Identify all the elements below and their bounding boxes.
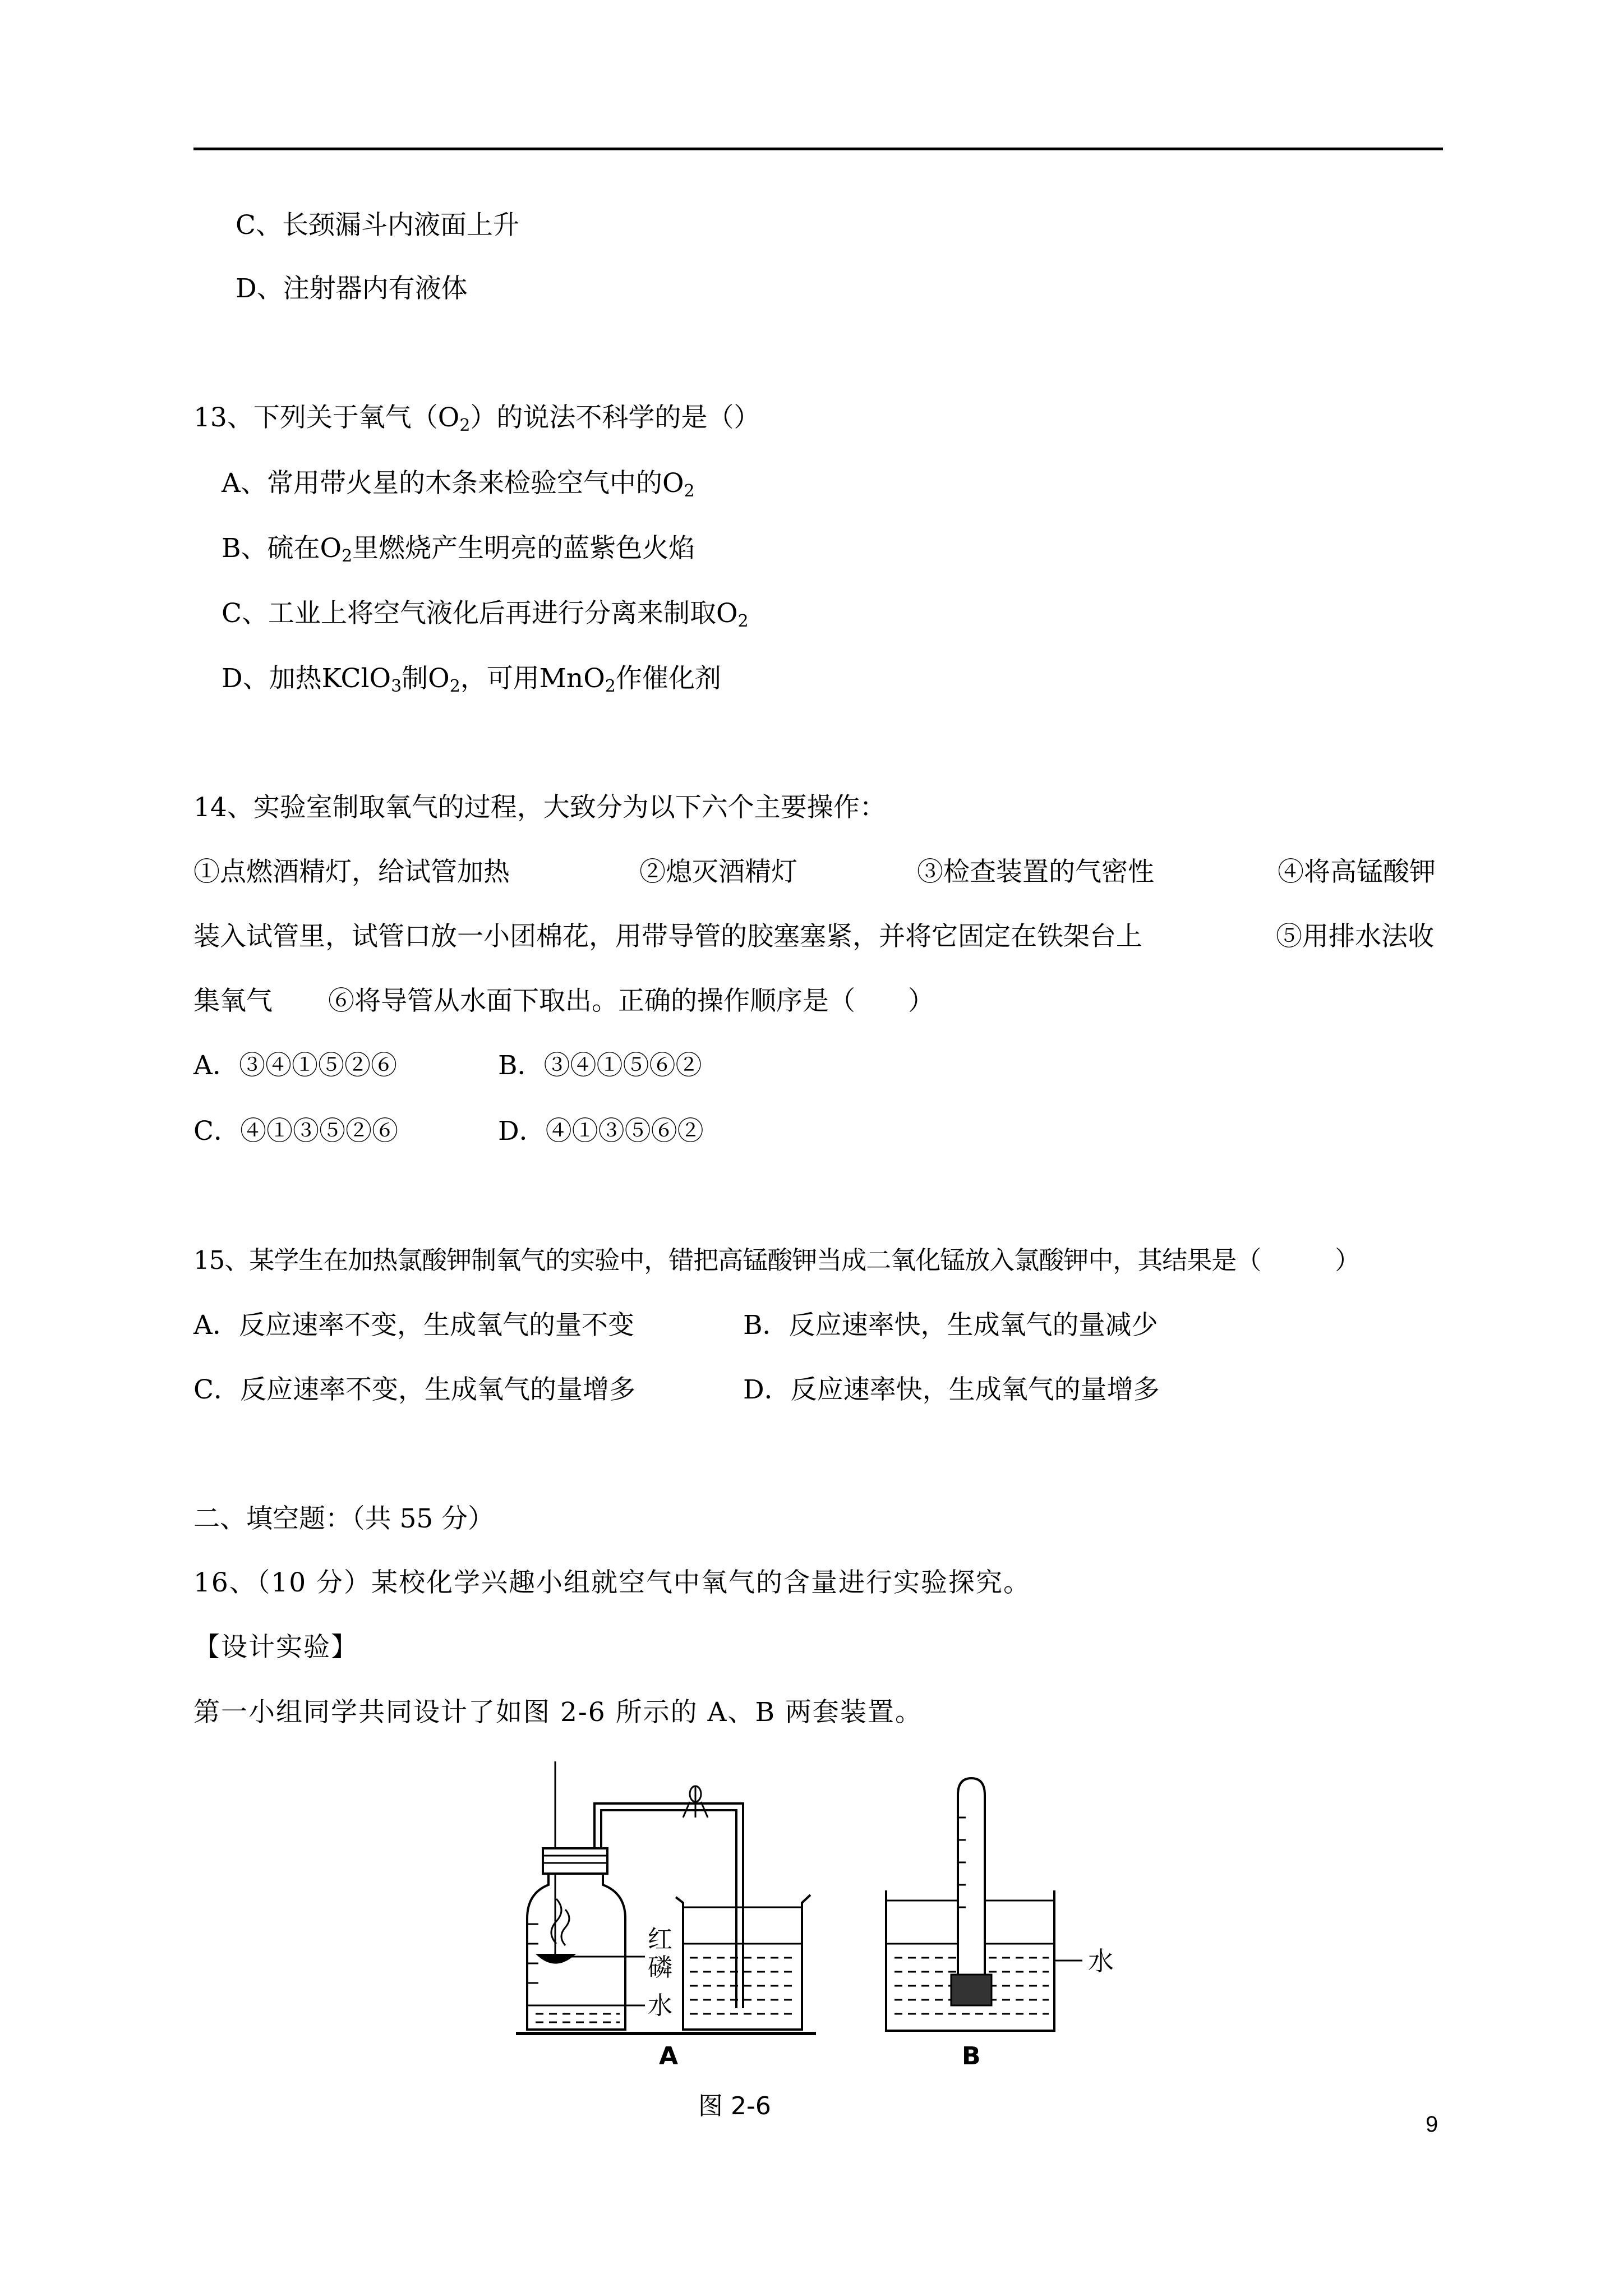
q15-option-a: A．反应速率不变，生成氧气的量不变 xyxy=(193,1310,634,1341)
q14-op5-cont: 集氧气 xyxy=(193,986,273,1016)
label-water-a: 水 xyxy=(648,1991,672,2020)
label-b: B xyxy=(962,2042,981,2064)
q15-stem: 15、某学生在加热氯酸钾制氧气的实验中，错把高锰酸钾当成二氧化锰放入氯酸钾中，其结果是（ ） xyxy=(193,1245,1360,1275)
sample-block xyxy=(951,1975,992,2005)
page-number: 9 xyxy=(1426,2112,1438,2137)
figure-caption: 图 2-6 xyxy=(698,2092,771,2120)
q16-intro: 第一小组同学共同设计了如图 2-6 所示的 A、B 两套装置。 xyxy=(193,1697,923,1728)
q13-option-c: C、工业上将空气液化后再进行分离来制取$O_2$ xyxy=(222,598,749,631)
rubber-stopper xyxy=(543,1848,607,1874)
q14-op1: ①点燃酒精灯，给试管加热 xyxy=(193,857,510,887)
q13-stem: 13、下列关于氧气$(O_2)$的说法不科学的是（） xyxy=(193,402,760,435)
q14-op4: ④将高锰酸钾 xyxy=(1278,857,1436,887)
section2-title: 二、填空题：（共 55 分） xyxy=(193,1503,495,1534)
label-a: A xyxy=(659,2042,679,2064)
q15-option-c: C．反应速率不变，生成氧气的量增多 xyxy=(193,1374,635,1405)
q14-option-a: A．③④①⑤②⑥ xyxy=(193,1050,397,1081)
q14-option-d: D．④①③⑤⑥② xyxy=(498,1116,704,1147)
q13-option-a: A、常用带火星的木条来检验空气中的$O_2$ xyxy=(222,468,695,501)
q13-option-d: D、加热KClO$_3$制$O_2$，可用MnO$_2$作催化剂 xyxy=(222,663,721,696)
q12-option-d: D、注射器内有液体 xyxy=(236,273,468,304)
q14-option-b: B．③④①⑤⑥② xyxy=(498,1050,702,1081)
red-phosphorus-spoon xyxy=(538,1955,573,1963)
q14-op5: ⑤用排水法收 xyxy=(1276,921,1434,952)
label-phosphorus: 磷 xyxy=(648,1953,672,1982)
header-rule xyxy=(193,148,1443,150)
q14-stem: 14、实验室制取氧气的过程，大致分为以下六个主要操作： xyxy=(193,792,886,823)
q16-stem: 16、（10 分）某校化学兴趣小组就空气中氧气的含量进行实验探究。 xyxy=(193,1567,1031,1598)
q14-op4-cont: 装入试管里，试管口放一小团棉花，用带导管的胶塞塞紧，并将它固定在铁架台上 xyxy=(193,921,1142,952)
q14-op6: ⑥将导管从水面下取出。正确的操作顺序是（ ） xyxy=(328,986,934,1016)
q13-option-b: B、硫在$O_2$里燃烧产生明亮的蓝紫色火焰 xyxy=(222,533,695,566)
q15-option-b: B．反应速率快，生成氧气的量减少 xyxy=(743,1310,1158,1341)
q14-op2: ②熄灭酒精灯 xyxy=(639,857,797,887)
test-tube xyxy=(958,1778,985,2005)
design-heading: 【设计实验】 xyxy=(193,1632,358,1663)
q14-op3: ③检查装置的气密性 xyxy=(917,857,1154,887)
label-red: 红 xyxy=(648,1925,672,1954)
q14-option-c: C．④①③⑤②⑥ xyxy=(193,1116,398,1147)
q15-option-d: D．反应速率快，生成氧气的量增多 xyxy=(743,1374,1160,1405)
q12-option-c: C、长颈漏斗内液面上升 xyxy=(236,210,519,241)
figure-2-6 xyxy=(505,1750,1150,2064)
label-water-b: 水 xyxy=(1088,1946,1114,1976)
